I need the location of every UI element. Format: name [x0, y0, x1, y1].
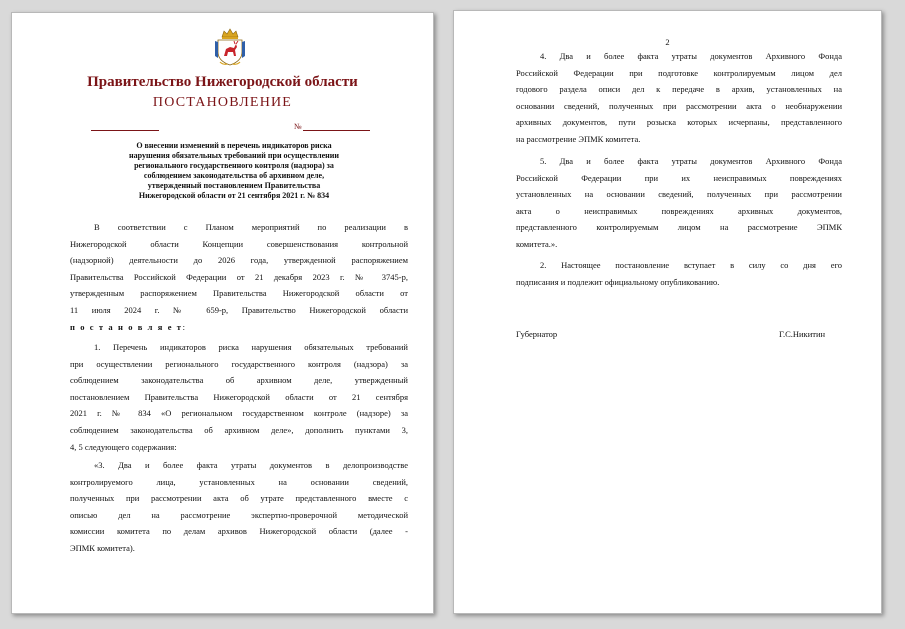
paragraph-line: установленных на основании сведений, полученных при рассмотрении — [516, 189, 842, 200]
decree-word: п о с т а н о в л я е т — [70, 321, 183, 332]
decree-colon: : — [182, 321, 185, 332]
document-page-2 — [453, 10, 882, 614]
item-3-paragraph — [70, 457, 408, 557]
decree-line — [70, 319, 408, 336]
paragraph-line: 2021 г. № 834 «О региональном государственном контроле (надзоре) за — [70, 408, 408, 419]
paragraph-line: комитета.». — [516, 238, 558, 249]
document-subject — [88, 141, 380, 201]
number-blank-line — [303, 130, 370, 131]
paragraph-line: «3. Два и более факта утраты документов в делопроизводстве — [94, 460, 408, 470]
paragraph-line: 11 июля 2024 г. № 659-р, Правительство Нижегородской области — [70, 304, 408, 315]
subject-line: утвержденный постановлением Правительства — [147, 181, 321, 190]
paragraph-line: В соответствии с Планом мероприятий по реализации в — [94, 222, 408, 232]
subject-line: О внесении изменений в перечень индикаторов риска — [136, 141, 332, 150]
paragraph-line: 4. Два и более факта утраты документов Архивного Фонда — [540, 51, 842, 61]
paragraph-line: 5. Два и более факта утраты документов Архивного Фонда — [540, 156, 842, 166]
government-title: Правительство Нижегородской области — [87, 74, 358, 90]
page-number: 2 — [665, 37, 670, 47]
paragraph-line: 1. Перечень индикаторов риска нарушения обязательных требований — [94, 342, 408, 352]
paragraph-line: контролируемого лица, установленных на основании сведений, — [70, 476, 408, 487]
paragraph-line: (надзорной) деятельности до 2026 года, утвержденной распоряжением — [70, 255, 408, 266]
preamble-paragraph — [70, 219, 408, 335]
paragraph-line: постановлением Правительства Нижегородской области от 21 сентября — [70, 391, 408, 402]
signer-name: Г.С.Никитин — [779, 329, 826, 339]
paragraph-line: представленного контролируемым лицом на рассмотрение ЭПМК — [516, 222, 842, 233]
paragraph-line: Нижегородской области Концепции совершенствования контрольной — [70, 238, 408, 249]
paragraph-line: акта о неисправимых повреждениях архивных документов, — [516, 205, 842, 216]
paragraph-line: Российской Федерации при их неисправимых повреждениях — [516, 172, 842, 183]
paragraph-line: утвержденным распоряжением Правительства Нижегородской области от — [70, 288, 408, 299]
paragraph-line: ЭПМК комитета). — [70, 542, 135, 553]
paragraph-line: на рассмотрение ЭПМК комитета. — [516, 133, 641, 144]
date-blank-line — [91, 130, 159, 131]
item-4-paragraph — [516, 48, 842, 148]
item-5-paragraph — [516, 153, 842, 253]
document-type: ПОСТАНОВЛЕНИЕ — [152, 95, 293, 110]
subject-line: нарушения обязательных требований при осуществлении — [129, 151, 339, 160]
paragraph-line: соблюдением законодательства об архивном деле, утвержденный — [70, 375, 408, 386]
item-2-paragraph — [516, 257, 842, 290]
paragraph-line: основании сведений, полученных при рассмотрении акта о необнаружении — [516, 100, 842, 111]
paragraph-line: Российской Федерации при подготовке контролируемым лицом дел — [516, 67, 842, 78]
subject-line: соблюдением законодательства об архивном деле, — [143, 171, 325, 180]
paragraph-line: архивных документов, пути розыска которых исчерпаны, представленного — [516, 117, 842, 128]
paragraph-line: комиссии комитета по делам архивов Нижегородской области (далее - — [70, 526, 408, 537]
item-1-paragraph — [70, 339, 408, 455]
subject-line: Нижегородской области от 21 сентября 2021 г. № 834 — [138, 191, 330, 200]
document-page-1 — [11, 12, 434, 614]
paragraph-line: 4, 5 следующего содержания: — [70, 441, 177, 452]
paragraph-line: при осуществлении регионального государственного контроля (надзора) за — [70, 358, 408, 369]
subject-line: регионального государственного контроля (надзора) за — [134, 161, 334, 170]
paragraph-line: годового раздела описи дел к передаче в архив, установленных на — [516, 84, 842, 95]
coat-of-arms-icon — [213, 28, 247, 66]
number-sign: № — [294, 122, 302, 131]
paragraph-line: полученных при рассмотрении акта об утрате представленного вместе с — [70, 493, 408, 504]
paragraph-line: описью дел на рассмотрение экспертно-проверочной методической — [70, 509, 408, 520]
paragraph-line: подписания и подлежит официальному опубликованию. — [516, 276, 720, 287]
signer-title: Губернатор — [516, 329, 558, 339]
paragraph-line: Правительства Российской Федерации от 21 декабря 2023 г. № 3745-р, — [70, 271, 408, 282]
paragraph-line: 2. Настоящее постановление вступает в силу со дня его — [540, 260, 842, 270]
paragraph-line: соблюдением законодательства об архивном деле», дополнить пунктами 3, — [70, 424, 408, 435]
